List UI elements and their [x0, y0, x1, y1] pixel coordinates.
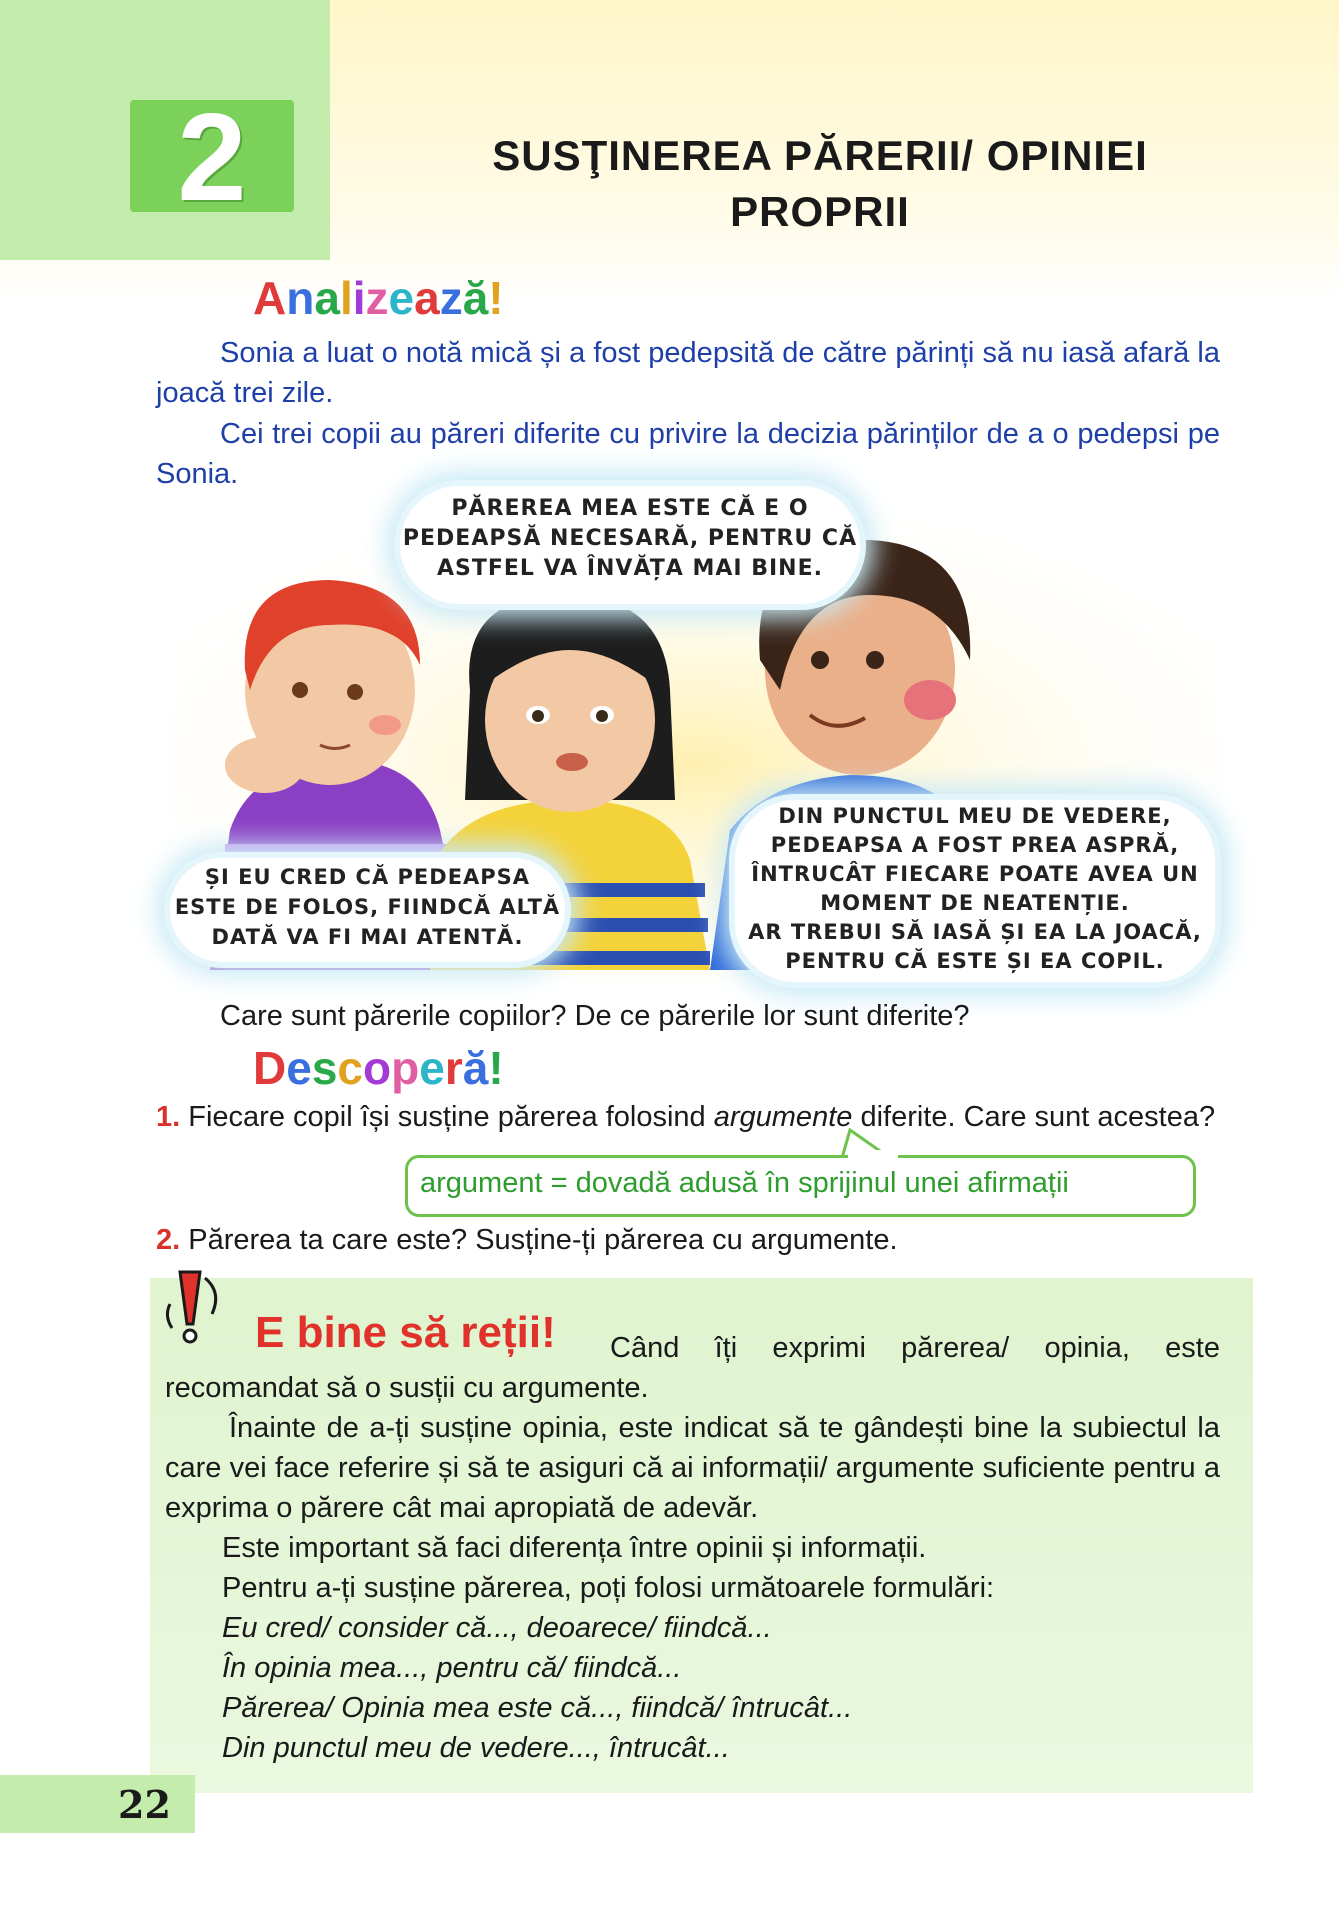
- boy-bubble-line-2: PEDEAPSA A FOST PREA ASPRĂ,: [770, 833, 1180, 857]
- retine-paragraph-2: Înainte de a-ți susține opinia, este indicat să te gândești bine la subiectul la care vei face referire și să te asiguri că ai informații/ argumente suficiente pentru a exprima o părere cât mai apropiată de adevăr.: [165, 1412, 1220, 1524]
- boy-bubble-line-4: MOMENT DE NEATENȚIE.: [820, 891, 1130, 915]
- item-1-text-b: diferite. Care sunt acestea?: [852, 1101, 1216, 1133]
- girl-bubble-line-3: ASTFEL VA ÎNVĂȚA MAI BINE.: [437, 556, 823, 581]
- item-1-text-a: Fiecare copil își susține părerea folosind: [188, 1101, 714, 1133]
- formula-4: Din punctul meu de vedere..., întrucât...: [222, 1732, 730, 1764]
- descopera-item-2: [156, 1220, 1220, 1260]
- page-title: [330, 128, 1310, 240]
- boy-bubble-line-3: ÎNTRUCÂT FIECARE POATE AVEA UN: [751, 862, 1199, 886]
- retine-heading: E bine să reții!: [255, 1308, 556, 1357]
- title-line-2: PROPRII: [730, 188, 910, 235]
- boy-bubble-line-6: PENTRU CĂ ESTE ȘI EA COPIL.: [785, 949, 1165, 973]
- retine-paragraph-4: Pentru a-ți susține părerea, poți folosi următoarele formulări:: [222, 1572, 995, 1604]
- boy-bubble-line-5: AR TREBUI SĂ IASĂ ȘI EA LA JOACĂ,: [748, 920, 1202, 944]
- item-2-text: Părerea ta care este? Susține-ți părerea cu argumente.: [188, 1224, 898, 1256]
- retine-paragraph-1: Când îți exprimi părerea/ opinia, este recomandat să o susții cu argumente.: [165, 1332, 1220, 1404]
- redhead-bubble-line-1: ȘI EU CRED CĂ PEDEAPSA: [204, 865, 531, 889]
- analizeaza-heading: Analizează!: [253, 272, 504, 324]
- descopera-item-1: [156, 1097, 1220, 1137]
- item-1-emphasis: argumente: [713, 1101, 853, 1133]
- girl-thought-bubble: [400, 486, 860, 604]
- analizeaza-paragraph-2: Cei trei copii au păreri diferite cu privire la decizia părinților de a o pedepsi pe Sonia.: [156, 418, 1220, 490]
- title-line-1: SUSŢINEREA PĂRERII/ OPINIEI: [492, 132, 1148, 179]
- formula-3: Părerea/ Opinia mea este că..., fiindcă/ întrucât...: [222, 1692, 853, 1724]
- page-number: 22: [118, 1782, 171, 1827]
- analizeaza-paragraph-1: Sonia a luat o notă mică și a fost pedepsită de către părinți să nu iasă afară la joacă trei zile.: [156, 337, 1220, 409]
- formula-2: În opinia mea..., pentru că/ fiindcă...: [222, 1652, 682, 1684]
- redhead-bubble-line-2: ESTE DE FOLOS, FIINDCĂ ALTĂ: [174, 895, 561, 919]
- item-1-number: 1.: [156, 1101, 181, 1133]
- girl-bubble-line-2: PEDEAPSĂ NECESARĂ, PENTRU CĂ: [402, 526, 858, 551]
- definition-text: argument = dovadă adusă în sprijinul unei afirmații: [420, 1167, 1069, 1199]
- redhead-thought-bubble: [170, 858, 565, 962]
- girl-bubble-line-1: PĂREREA MEA ESTE CĂ E O: [451, 496, 809, 521]
- redhead-bubble-line-3: DATĂ VA FI MAI ATENTĂ.: [211, 925, 524, 949]
- boy-thought-bubble: [735, 800, 1215, 982]
- boy-bubble-line-1: DIN PUNCTUL MEU DE VEDERE,: [778, 804, 1172, 828]
- chapter-number: 2: [177, 89, 247, 227]
- descopera-heading: Descoperă!: [253, 1042, 504, 1094]
- item-2-number: 2.: [156, 1224, 181, 1256]
- formula-1: Eu cred/ consider că..., deoarece/ fiindcă...: [222, 1612, 772, 1644]
- retine-paragraph-3: Este important să faci diferența între opinii și informații.: [222, 1532, 927, 1564]
- question-text: Care sunt părerile copiilor? De ce părerile lor sunt diferite?: [220, 1000, 970, 1032]
